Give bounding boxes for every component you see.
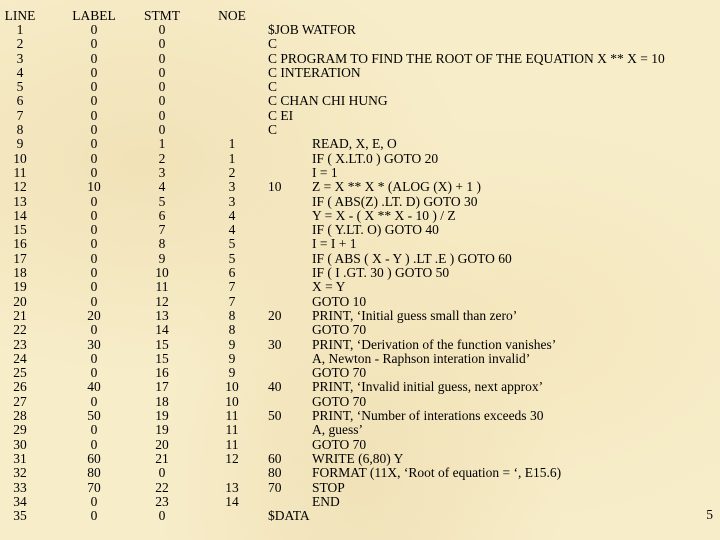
code-statement: A, Newton - Raphson interation invalid’ <box>312 350 531 366</box>
noe-cell: 4 <box>228 207 236 223</box>
label-cell: 50 <box>87 408 101 424</box>
line-number-cell: 28 <box>13 408 27 424</box>
noe-cell: 4 <box>228 222 236 238</box>
comment-line: C <box>268 79 278 95</box>
code-statement: X = Y <box>312 279 346 295</box>
line-number-cell: 21 <box>13 307 27 323</box>
label-cell: 0 <box>90 193 98 209</box>
label-cell: 0 <box>90 293 98 309</box>
source-line <box>268 109 708 123</box>
code-statement: IF ( ABS ( X - Y ) .LT .E ) GOTO 60 <box>312 250 512 266</box>
code-statement: PRINT, ‘Initial guess small than zero’ <box>312 307 518 323</box>
line-number-cell: 12 <box>13 179 27 195</box>
code-statement: I = I + 1 <box>312 236 357 252</box>
label-cell: 0 <box>90 393 98 409</box>
statement-cell: 0 <box>158 50 166 66</box>
code-statement: GOTO 70 <box>312 436 367 452</box>
noe-cell: 9 <box>228 336 236 352</box>
label-cell: 80 <box>87 465 101 481</box>
noe-cell: 14 <box>225 493 239 509</box>
statement-cell: 13 <box>155 307 169 323</box>
label-cell: 0 <box>90 22 98 37</box>
label-cell: 0 <box>90 36 98 52</box>
statement-cell: 19 <box>155 408 169 424</box>
line-number-cell: 34 <box>13 493 27 509</box>
label-cell: 0 <box>90 164 98 180</box>
code-statement: GOTO 10 <box>312 293 367 309</box>
line-number-cell: 1 <box>16 22 24 37</box>
source-line <box>268 195 708 209</box>
comment-line: $JOB WATFOR <box>268 22 356 37</box>
code-statement: READ, X, E, O <box>312 136 397 152</box>
noe-cell: 13 <box>225 479 239 495</box>
code-statement: Y = X - ( X ** X - 10 ) / Z <box>312 207 456 223</box>
source-line <box>268 495 708 509</box>
label-cell: 0 <box>90 207 98 223</box>
noe-cell <box>212 80 252 94</box>
source-line <box>268 280 708 294</box>
statement-cell: 19 <box>155 422 169 438</box>
label-cell: 0 <box>90 222 98 238</box>
label-cell: 0 <box>90 93 98 109</box>
line-number-cell: 31 <box>13 450 27 466</box>
statement-cell: 15 <box>155 350 169 366</box>
statement-column <box>142 23 182 523</box>
label-cell: 0 <box>90 365 98 381</box>
source-line <box>268 481 708 495</box>
statement-cell: 8 <box>158 236 166 252</box>
label-cell: 0 <box>90 350 98 366</box>
label-cell: 0 <box>90 250 98 266</box>
noe-cell: 11 <box>225 422 239 438</box>
line-number-cell: 25 <box>13 365 27 381</box>
source-line <box>268 252 708 266</box>
line-number-cell: 16 <box>13 236 27 252</box>
noe-column <box>212 23 252 523</box>
statement-cell: 5 <box>158 193 166 209</box>
comment-line: C EI <box>268 107 294 123</box>
statement-cell: 0 <box>158 107 166 123</box>
statement-cell: 1 <box>158 136 166 152</box>
source-line <box>268 366 708 380</box>
line-number-cell: 2 <box>16 36 24 52</box>
label-cell: 10 <box>87 179 101 195</box>
statement-cell: 3 <box>158 164 166 180</box>
line-number-cell: 17 <box>13 250 27 266</box>
statement-cell: 16 <box>155 365 169 381</box>
code-statement: WRITE (6,80) Y <box>312 450 404 466</box>
statement-cell: 23 <box>155 493 169 509</box>
source-line <box>268 409 708 423</box>
code-statement: IF ( Y.LT. O) GOTO 40 <box>312 222 439 238</box>
line-number-cell: 9 <box>16 136 24 152</box>
line-number-cell: 7 <box>16 107 24 123</box>
code-statement: A, guess’ <box>312 422 363 438</box>
noe-cell <box>212 109 252 123</box>
comment-line: C PROGRAM TO FIND THE ROOT OF THE EQUATION X ** X = 10 <box>268 50 665 66</box>
label-cell: 20 <box>87 307 101 323</box>
label-cell: 0 <box>90 279 98 295</box>
source-line <box>268 180 708 194</box>
source-line <box>268 94 708 108</box>
header-noe: NOE <box>218 8 246 23</box>
noe-cell <box>212 52 252 66</box>
statement-label: 20 <box>268 307 282 323</box>
label-cell: 0 <box>90 422 98 438</box>
code-statement: END <box>312 493 340 509</box>
code-statement: PRINT, ‘Number of interations exceeds 30 <box>312 408 544 424</box>
label-cell: 0 <box>90 122 98 138</box>
noe-cell <box>212 66 252 80</box>
comment-line: C INTERATION <box>268 64 361 80</box>
noe-cell: 5 <box>228 250 236 266</box>
statement-cell: 6 <box>158 207 166 223</box>
line-number-cell: 14 <box>13 207 27 223</box>
noe-cell: 5 <box>228 236 236 252</box>
code-statement: PRINT, ‘Derivation of the function vanishes’ <box>312 336 557 352</box>
code-statement: PRINT, ‘Invalid initial guess, next approx’ <box>312 379 544 395</box>
code-statement: IF ( I .GT. 30 ) GOTO 50 <box>312 265 450 281</box>
code-statement: IF ( ABS(Z) .LT. D) GOTO 30 <box>312 193 478 209</box>
line-number-cell: 4 <box>16 64 24 80</box>
noe-cell: 3 <box>228 193 236 209</box>
noe-cell: 12 <box>225 450 239 466</box>
line-number-cell: 29 <box>13 422 27 438</box>
source-line <box>268 295 708 309</box>
statement-cell: 0 <box>158 465 166 481</box>
statement-cell: 0 <box>158 122 166 138</box>
source-line <box>268 438 708 452</box>
statement-cell: 10 <box>155 265 169 281</box>
statement-label: 70 <box>268 479 282 495</box>
code-statement: IF ( X.LT.0 ) GOTO 20 <box>312 150 439 166</box>
line-number-cell: 27 <box>13 393 27 409</box>
noe-cell: 10 <box>225 379 239 395</box>
label-cell: 70 <box>87 479 101 495</box>
statement-cell: 14 <box>155 322 169 338</box>
statement-cell: 9 <box>158 250 166 266</box>
code-statement: STOP <box>312 479 345 495</box>
noe-cell <box>212 123 252 137</box>
line-number-cell: 18 <box>13 265 27 281</box>
line-number-cell: 15 <box>13 222 27 238</box>
noe-cell <box>212 23 252 37</box>
noe-cell <box>212 466 252 480</box>
label-cell: 0 <box>90 64 98 80</box>
source-line <box>268 137 708 151</box>
source-line <box>268 37 708 51</box>
statement-cell: 17 <box>155 379 169 395</box>
label-cell: 0 <box>90 136 98 152</box>
label-cell: 60 <box>87 450 101 466</box>
source-line <box>268 80 708 94</box>
noe-cell: 1 <box>228 150 236 166</box>
source-line <box>268 266 708 280</box>
label-cell: 0 <box>90 79 98 95</box>
noe-cell <box>212 509 252 523</box>
statement-cell: 4 <box>158 179 166 195</box>
statement-label: 80 <box>268 465 282 481</box>
label-cell: 0 <box>90 508 98 524</box>
line-number-cell: 20 <box>13 293 27 309</box>
source-line <box>268 352 708 366</box>
label-cell: 30 <box>87 336 101 352</box>
code-statement: I = 1 <box>312 164 338 180</box>
source-line <box>268 338 708 352</box>
source-line <box>268 209 708 223</box>
comment-line: $DATA <box>268 508 310 524</box>
noe-cell: 2 <box>228 164 236 180</box>
source-line <box>268 323 708 337</box>
statement-label: 10 <box>268 179 282 195</box>
label-cell: 40 <box>87 379 101 395</box>
source-line <box>268 123 708 137</box>
noe-cell: 11 <box>225 408 239 424</box>
code-statement: GOTO 70 <box>312 322 367 338</box>
source-line <box>268 237 708 251</box>
line-number-cell: 6 <box>16 93 24 109</box>
source-line <box>268 223 708 237</box>
page-number: 5 <box>706 507 713 522</box>
statement-cell: 0 <box>158 64 166 80</box>
source-listing <box>268 23 708 523</box>
noe-cell: 7 <box>228 293 236 309</box>
noe-cell: 8 <box>228 322 236 338</box>
source-line <box>268 52 708 66</box>
line-number-cell: 23 <box>13 336 27 352</box>
header-label: LABEL <box>72 8 116 23</box>
statement-cell: 15 <box>155 336 169 352</box>
line-number-column <box>0 23 40 523</box>
noe-cell: 1 <box>228 136 236 152</box>
statement-cell: 0 <box>158 36 166 52</box>
statement-cell: 0 <box>158 22 166 37</box>
noe-cell: 6 <box>228 265 236 281</box>
statement-cell: 21 <box>155 450 169 466</box>
noe-cell: 9 <box>228 350 236 366</box>
line-number-cell: 33 <box>13 479 27 495</box>
line-number-cell: 8 <box>16 122 24 138</box>
statement-cell: 0 <box>158 79 166 95</box>
label-cell: 0 <box>90 50 98 66</box>
code-statement: FORMAT (11X, ‘Root of equation = ‘, E15.6) <box>312 465 562 481</box>
header-stmt: STMT <box>143 8 180 23</box>
source-line <box>268 23 708 37</box>
source-line <box>268 452 708 466</box>
noe-cell <box>212 94 252 108</box>
noe-cell: 11 <box>225 436 239 452</box>
statement-label: 30 <box>268 336 282 352</box>
code-statement: GOTO 70 <box>312 365 367 381</box>
source-line <box>268 466 708 480</box>
line-number-cell: 24 <box>13 350 27 366</box>
code-statement: GOTO 70 <box>312 393 367 409</box>
line-number-cell: 19 <box>13 279 27 295</box>
source-line <box>268 380 708 394</box>
noe-cell <box>212 37 252 51</box>
label-cell: 0 <box>90 493 98 509</box>
noe-cell: 8 <box>228 307 236 323</box>
label-cell: 0 <box>90 265 98 281</box>
label-cell: 0 <box>90 322 98 338</box>
comment-line: C CHAN CHI HUNG <box>268 93 388 109</box>
line-number-cell: 26 <box>13 379 27 395</box>
source-line <box>268 395 708 409</box>
noe-cell: 10 <box>225 393 239 409</box>
line-number-cell: 32 <box>13 465 27 481</box>
statement-label: 60 <box>268 450 282 466</box>
source-line <box>268 423 708 437</box>
statement-label: 40 <box>268 379 282 395</box>
statement-label: 50 <box>268 408 282 424</box>
line-number-cell: 10 <box>13 150 27 166</box>
comment-line: C <box>268 36 278 52</box>
noe-cell: 9 <box>228 365 236 381</box>
statement-cell: 20 <box>155 436 169 452</box>
line-number-cell: 30 <box>13 436 27 452</box>
noe-cell: 3 <box>228 179 236 195</box>
statement-cell: 12 <box>155 293 169 309</box>
source-line <box>268 66 708 80</box>
source-line <box>268 152 708 166</box>
label-cell: 0 <box>90 107 98 123</box>
statement-cell: 18 <box>155 393 169 409</box>
comment-line: C <box>268 122 278 138</box>
statement-cell: 2 <box>158 150 166 166</box>
line-number-cell: 5 <box>16 79 24 95</box>
line-number-cell: 22 <box>13 322 27 338</box>
line-number-cell: 35 <box>13 508 27 524</box>
code-statement: Z = X ** X * (ALOG (X) + 1 ) <box>312 179 481 195</box>
statement-cell: 0 <box>158 93 166 109</box>
label-column <box>74 23 114 523</box>
label-cell: 0 <box>90 236 98 252</box>
statement-cell: 22 <box>155 479 169 495</box>
header-line: LINE <box>4 8 36 23</box>
label-cell: 0 <box>90 436 98 452</box>
line-number-cell: 11 <box>13 164 27 180</box>
line-number-cell: 3 <box>16 50 24 66</box>
noe-cell: 7 <box>228 279 236 295</box>
source-line <box>268 166 708 180</box>
line-number-cell: 13 <box>13 193 27 209</box>
source-line <box>268 309 708 323</box>
label-cell: 0 <box>90 150 98 166</box>
source-line <box>268 509 708 523</box>
statement-cell: 7 <box>158 222 166 238</box>
statement-cell: 0 <box>158 508 166 524</box>
statement-cell: 11 <box>155 279 169 295</box>
